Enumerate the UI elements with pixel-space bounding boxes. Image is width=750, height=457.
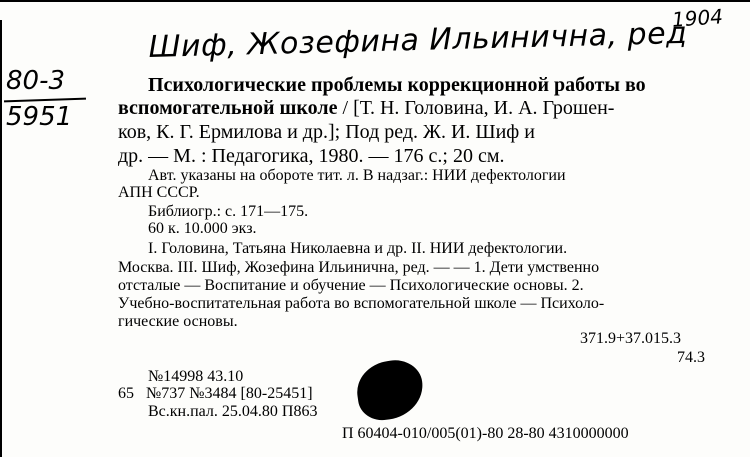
handwritten-call-number-top: 80-3	[6, 66, 66, 96]
footer-chamber-date: Вс.кн.пал. 25.04.80 П863	[148, 403, 318, 420]
handwritten-year: 1904	[671, 4, 724, 32]
footer-line-2-numbers: №737 №3484 [80-25451]	[146, 385, 313, 402]
tracing-line-3: отсталые — Воспитание и обучение — Психологические основы. 2.	[118, 277, 584, 294]
bbk-index: 74.3	[677, 349, 705, 366]
footer-index-code: П 60404-010/005(01)-80 28-80 4310000000	[342, 425, 629, 442]
card-top-edge	[0, 0, 750, 2]
footer-line-2-prefix: 65	[118, 385, 134, 402]
entry-line-2	[118, 97, 614, 120]
tracing-line-2: Москва. III. Шиф, Жозефина Ильинична, ред. — — 1. Дети умственно	[118, 259, 600, 276]
ink-blot	[353, 357, 426, 424]
note-apn: АПН СССР.	[118, 184, 200, 201]
tracing-line-1: I. Головина, Татьяна Николаевна и др. II. НИИ дефектологии.	[148, 240, 568, 257]
entry-line-4: др. — М. : Педагогика, 1980. — 176 с.; 20 см.	[118, 145, 505, 167]
handwritten-author-note: Шиф, Жозефина Ильинична, ред	[148, 15, 688, 65]
note-authors: Авт. указаны на обороте тит. л. В надзаг.: НИИ дефектологии	[148, 167, 566, 184]
handwritten-call-number-bottom: 5951	[6, 102, 73, 132]
note-price-print-run: 60 к. 10.000 экз.	[148, 220, 257, 237]
entry-line-3: ков, К. Г. Ермилова и др.]; Под ред. Ж. И. Шиф и	[118, 121, 535, 143]
footer-record-number: №14998 43.10	[148, 368, 244, 385]
card-left-edge	[0, 20, 2, 457]
tracing-line-4: Учебно-воспитательная работа во вспомогательной школе — Психоло-	[118, 295, 605, 312]
footer-line-2	[118, 384, 313, 403]
tracing-line-5: гические основы.	[118, 313, 238, 330]
udc-index: 371.9+37.015.3	[580, 330, 682, 347]
entry-line-2-bold: вспомогательной школе	[118, 97, 338, 119]
entry-line-2-rest: / [Т. Н. Головина, И. А. Грошен-	[337, 97, 615, 119]
note-bibliography: Библиогр.: с. 171—175.	[148, 203, 309, 220]
entry-title-line: Психологические проблемы коррекционной работы во	[148, 74, 646, 96]
